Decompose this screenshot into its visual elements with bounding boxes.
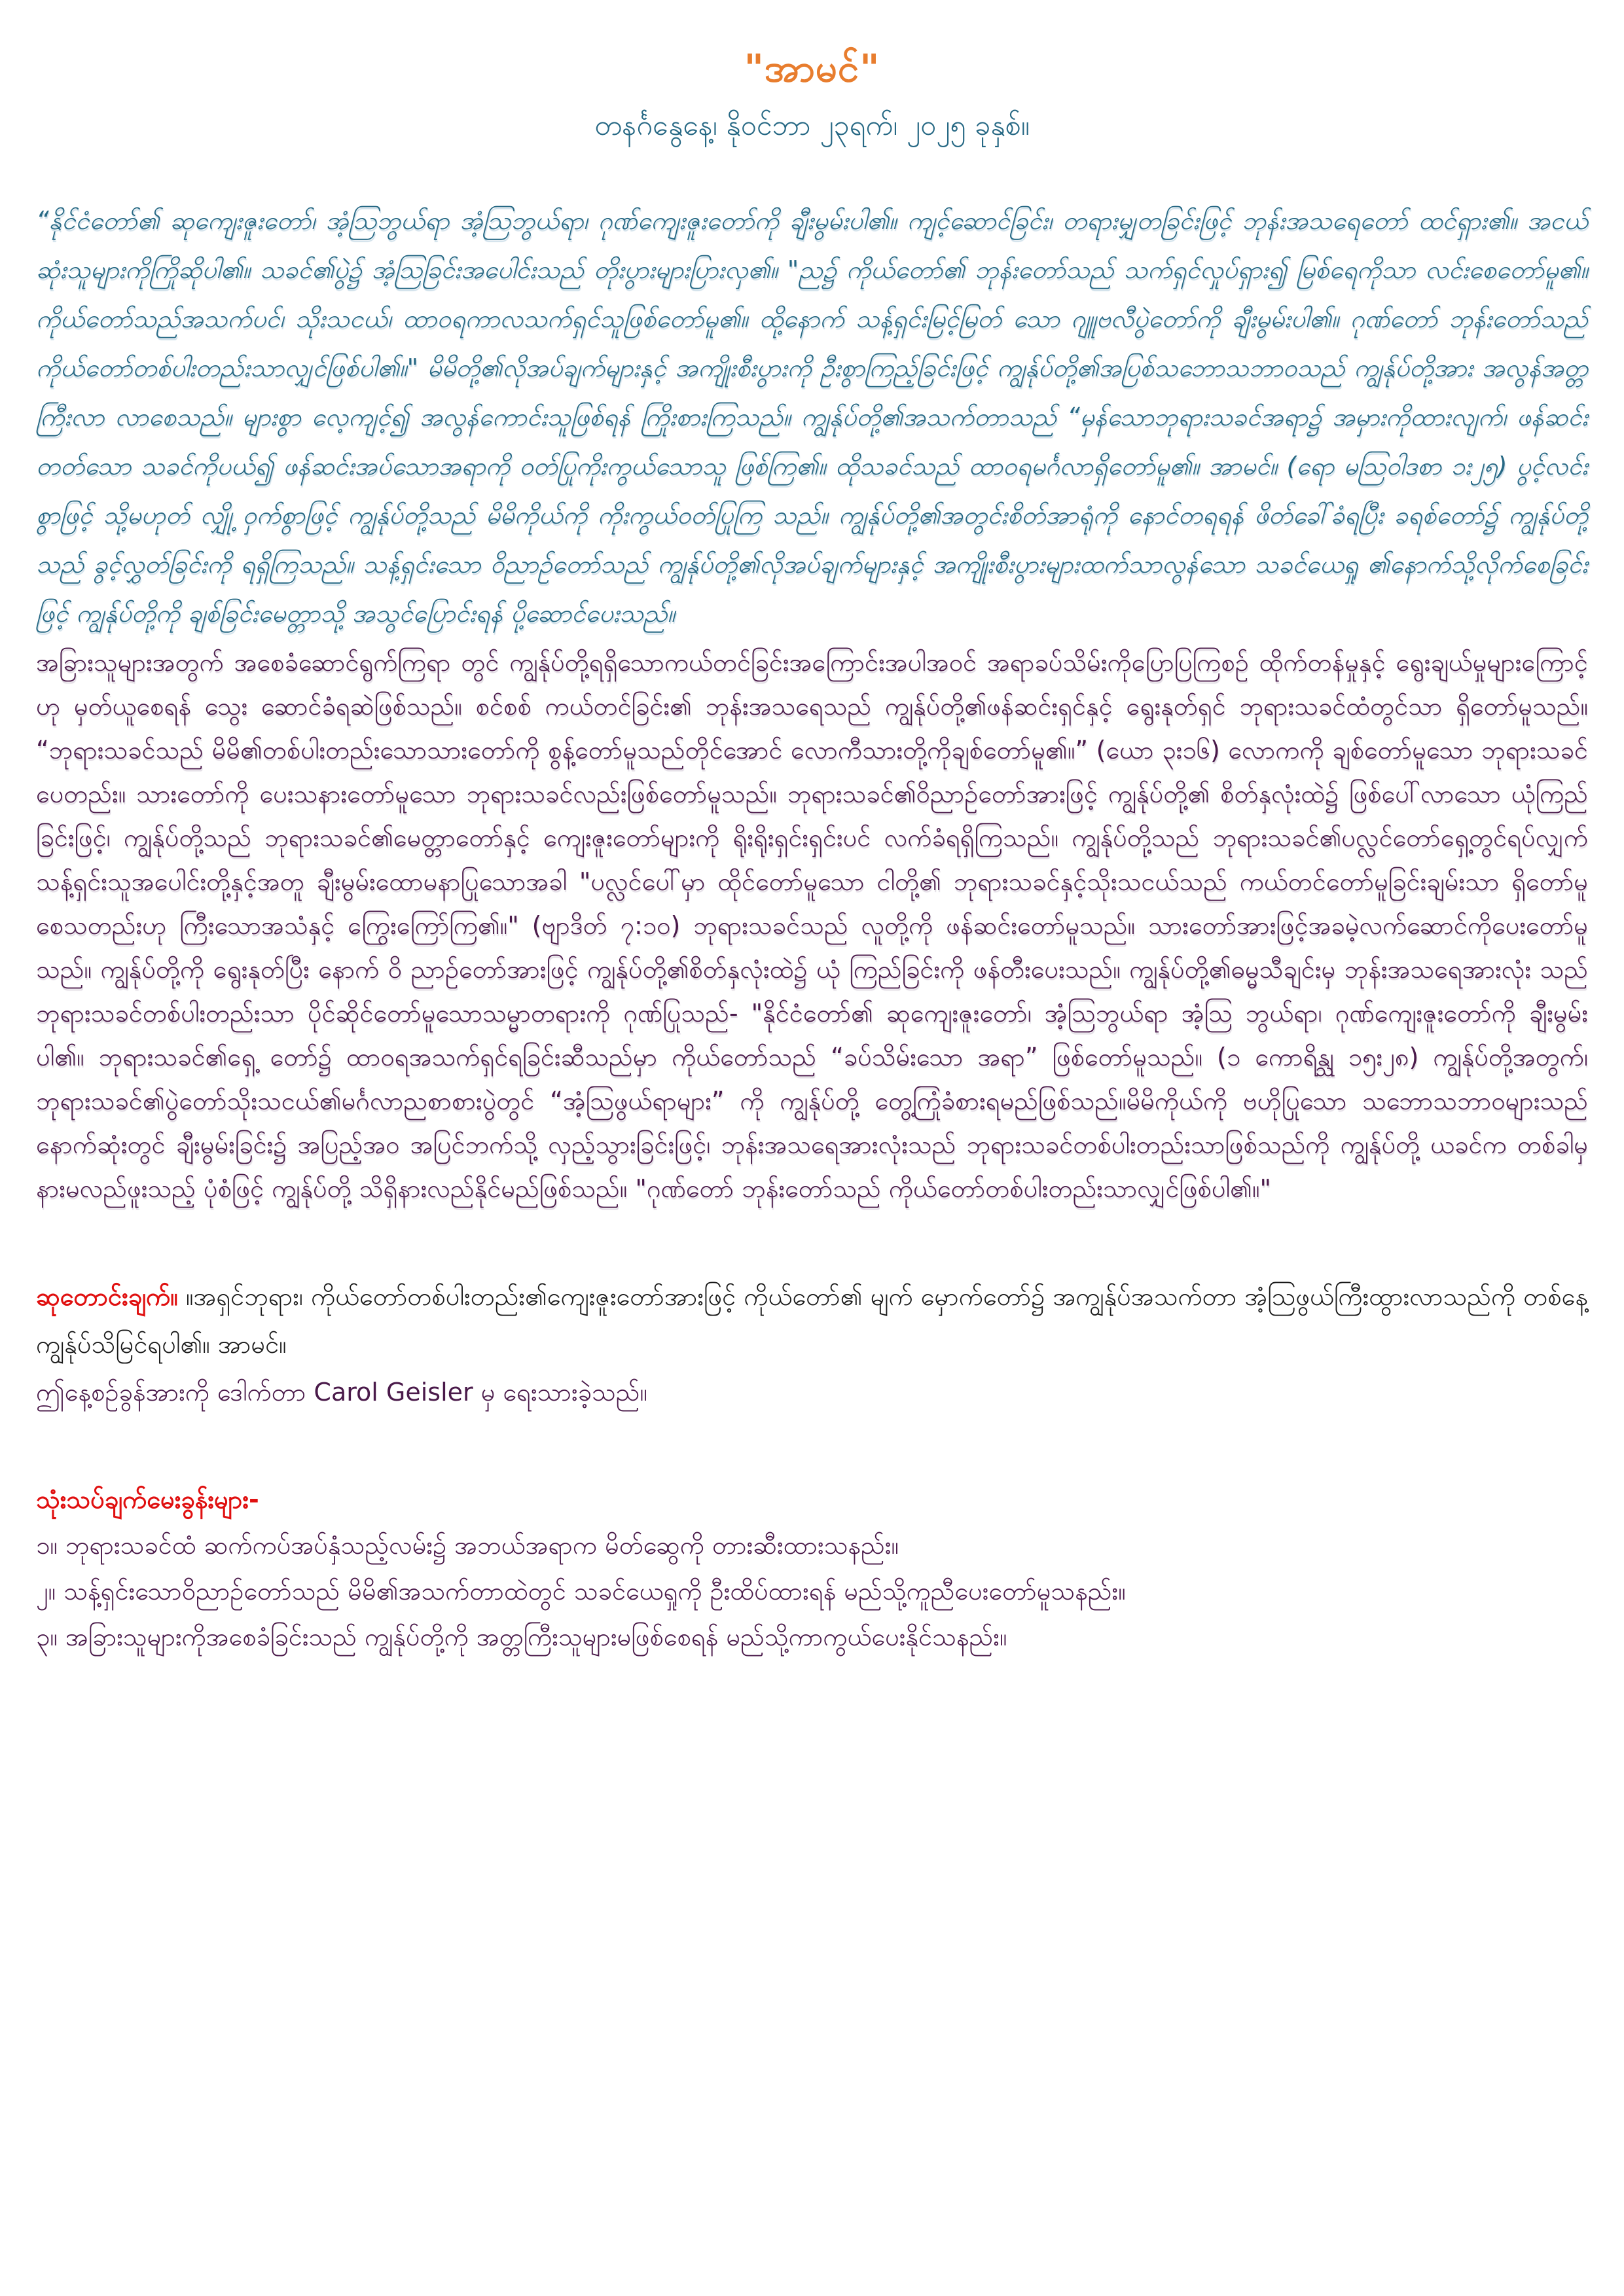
question-item-2: ၂။ သန့်ရှင်းသောဝိညာဉ်တော်သည် မိမိ၏အသက်တာထဲတွင် သခင်ယေရှုကို ဦးထိပ်ထားရန် မည်သို့ကူညီပေးတော်မူသနည်း။ [36,1577,1126,1605]
devotion-body-paragraph: အခြားသူများအတွက် အစေခံဆောင်ရွက်ကြရာ တွင် ကျွန်ုပ်တို့ရရှိသောကယ်တင်ခြင်းအကြောင်းအပါအဝင် အရာခပ်သိမ်းကိုပြောပြကြစဉ် ထိုက်တန်မှုနှင့် ရွေးချယ်မှုများကြောင့်ဟု မှတ်ယူစေရန် သွေး ဆောင်ခံရဆဲဖြစ်သည်။ စင်စစ် ကယ်တင်ခြင်း၏ ဘုန်းအသရေသည် ကျွန်ုပ်တို့၏ဖန်ဆင်းရှင်နှင့် ရွေးနုတ်ရှင် ဘုရားသခင်ထံတွင်သာ ရှိတော်မူသည်။ “ဘုရားသခင်သည် မိမိ၏တစ်ပါးတည်းသောသားတော်ကို စွန့်တော်မူသည်တိုင်အောင် လောကီသားတို့ကိုချစ်တော်မူ၏။” (ယော ၃း၁၆) လောကကို ချစ်တော်မူသော ဘုရားသခင်ပေတည်း။ သားတော်ကို ပေးသနားတော်မူသော ဘုရားသခင်လည်းဖြစ်တော်မူသည်။ ဘုရားသခင်၏ဝိညာဉ်တော်အားဖြင့် ကျွန်ုပ်တို့၏ စိတ်နှလုံးထဲ၌ ဖြစ်ပေါ်လာသော ယုံကြည်ခြင်းဖြင့်၊ ကျွန်ုပ်တို့သည် ဘုရားသခင်၏မေတ္တာတော်နှင့် ကျေးဇူးတော်များကို ရိုးရိုးရှင်းရှင်းပင် လက်ခံရရှိကြသည်။ ကျွန်ုပ်တို့သည် ဘုရားသခင်၏ပလ္လင်တော်ရှေ့တွင်ရပ်လျှက် သန့်ရှင်းသူအပေါင်းတို့နှင့်အတူ ချီးမွမ်းထောမနာပြုသောအခါ "ပလ္လင်ပေါ်မှာ ထိုင်တော်မူသော ငါတို့၏ ဘုရားသခင်နှင့်သိုးသငယ်သည် ကယ်တင်တော်မူခြင်းချမ်းသာ ရှိတော်မူစေသတည်းဟု ကြီးသောအသံနှင့် ကြွေးကြော်ကြ၏။" (ဗျာဒိတ် ၇:၁၀) ဘုရားသခင်သည် လူတို့ကို ဖန်ဆင်းတော်မူသည်။ သားတော်အားဖြင့်အခမဲ့လက်ဆောင်ကိုပေးတော်မူသည်။ ကျွန်ုပ်တို့ကို ရွေးနုတ်ပြီး နောက် ဝိ ညာဉ်တော်အားဖြင့် ကျွန်ုပ်တို့၏စိတ်နှလုံးထဲ၌ ယုံ ကြည်ခြင်းကို ဖန်တီးပေးသည်။ ကျွန်ုပ်တို့၏ဓမ္မသီချင်းမှ ဘုန်းအသရေအားလုံး သည် ဘုရားသခင်တစ်ပါးတည်းသာ ပိုင်ဆိုင်တော်မူသောသမ္မာတရားကို ဂုဏ်ပြုသည်- "နိုင်ငံတော်၏ ဆုကျေးဇူးတော်၊ အံ့ဩဘွယ်ရာ အံ့ဩ ဘွယ်ရာ၊ ဂုဏ်ကျေးဇူးတော်ကို ချီးမွမ်းပါ၏။ ဘုရားသခင်၏ရှေ့ တော်၌ ထာဝရအသက်ရှင်ရခြင်းဆီသည်မှာ ကိုယ်တော်သည် “ခပ်သိမ်းသော အရာ” ဖြစ်တော်မူသည်။ (၁ ကောရိန္သု ၁၅း၂၈) ကျွန်ုပ်တို့အတွက်၊ ဘုရားသခင်၏ပွဲတော်သိုးသငယ်၏မင်္ဂလာညစာစားပွဲတွင် “အံ့ဩဖွယ်ရာများ” ကို ကျွန်ုပ်တို့ တွေ့ကြုံခံစားရမည်ဖြစ်သည်။မိမိကိုယ်ကို ဗဟိုပြုသော သဘောသဘာဝများသည် နောက်ဆုံးတွင် ချီးမွမ်းခြင်း၌ အပြည့်အဝ အပြင်ဘက်သို့ လှည့်သွားခြင်းဖြင့်၊ ဘုန်းအသရေအားလုံးသည် ဘုရားသခင်တစ်ပါးတည်းသာဖြစ်သည်ကို ကျွန်ုပ်တို့ ယခင်က တစ်ခါမှ နားမလည်ဖူးသည့် ပုံစံဖြင့် ကျွန်ုပ်တို့ သိရှိနားလည်နိုင်မည်ဖြစ်သည်။ "ဂုဏ်တော် ဘုန်းတော်သည် ကိုယ်တော်တစ်ပါးတည်းသာလျှင်ဖြစ်ပါ၏။" [36,648,1588,1203]
prayer-text: ။အရှင်ဘုရား၊ ကိုယ်တော်တစ်ပါးတည်း၏ကျေးဇူးတော်အားဖြင့် ကိုယ်တော်၏ မျက် မှောက်တော်၌ အကျွန်ုပ်အသက်တာ အံ့ဩဖွယ်ကြီးထွားလာသည်ကို တစ်နေ့ ကျွန်ုပ်သိမြင်ရပါ၏။ အာမင်။ [36,1282,1588,1359]
prayer-heading: ဆုတောင်းချက်။ [36,1282,178,1311]
question-item-1: ၁။ ဘုရားသခင်ထံ ဆက်ကပ်အပ်နှံသည့်လမ်း၌ အဘယ်အရာက မိတ်ဆွေကို တားဆီးထားသနည်း။ [36,1531,899,1560]
prayer-paragraph [36,1273,1588,1369]
date-line: တနင်္ဂနွေနေ့၊ နိုဝင်ဘာ ၂၃ရက်၊ ၂၀၂၅ ခုနှစ်။ [594,109,1030,142]
page-title: "အာမင်" [744,46,880,90]
author-attribution: ဤနေ့စဉ်ခွန်အားကို ဒေါက်တာ Carol Geisler မှ ရေးသားခဲ့သည်။ [36,1378,647,1407]
devotion-quote-paragraph: “နိုင်ငံတော်၏ ဆုကျေးဇူးတော်၊ အံ့ဩဘွယ်ရာ အံ့ဩဘွယ်ရာ၊ ဂုဏ်ကျေးဇူးတော်ကို ချီးမွမ်းပါ၏။ ကျင့်ဆောင်ခြင်း၊ တရားမျှတခြင်းဖြင့် ဘုန်းအသရေတော် ထင်ရှား၏။ အငယ်ဆုံးသူများကိုကြိုဆိုပါ၏။ သခင်၏ပွဲ၌ အံ့ဩခြင်းအပေါင်းသည် တိုးပွားများပြားလှ၏။ "ည၌ ကိုယ်တော်၏ ဘုန်းတော်သည် သက်ရှင်လှုပ်ရှား၍ မြစ်ရေကိုသာ လင်းစေတော်မူ၏။ ကိုယ်တော်သည်အသက်ပင်၊ သိုးသငယ်၊ ထာဝရကာလသက်ရှင်သူဖြစ်တော်မူ၏။ ထို့နောက် သန့်ရှင်းမြင့်မြတ် သော ဂျူဗလီပွဲတော်ကို ချီးမွမ်းပါ၏။ ဂုဏ်တော် ဘုန်းတော်သည် ကိုယ်တော်တစ်ပါးတည်းသာလျှင်ဖြစ်ပါ၏။" မိမိတို့၏လိုအပ်ချက်များနှင့် အကျိုးစီးပွားကို ဦးစွာကြည့်ခြင်းဖြင့် ကျွန်ုပ်တို့၏အပြစ်သဘောသဘာဝသည် ကျွန်ုပ်တို့အား အလွန်အတ္တကြီးလာ လာစေသည်။ များစွာ လေ့ကျင့်၍ အလွန်ကောင်းသူဖြစ်ရန် ကြိုးစားကြသည်။ ကျွန်ုပ်တို့၏အသက်တာသည် “မှန်သောဘုရားသခင်အရာ၌ အမှားကိုထားလျက်၊ ဖန်ဆင်းတတ်သော သခင်ကိုပယ်၍ ဖန်ဆင်းအပ်သောအရာကို ဝတ်ပြုကိုးကွယ်သောသူ ဖြစ်ကြ၏။ ထိုသခင်သည် ထာဝရမင်္ဂလာရှိတော်မူ၏။ အာမင်။ (ရော မဩဝါဒစာ ၁း၂၅) ပွင့်လင်းစွာဖြင့် သို့မဟုတ် လျှို့ ဝှက်စွာဖြင့် ကျွန်ုပ်တို့သည် မိမိကိုယ်ကို ကိုးကွယ်ဝတ်ပြုကြ သည်။ ကျွန်ုပ်တို့၏အတွင်းစိတ်အာရုံကို နောင်တရရန် ဖိတ်ခေါ်ခံရပြီး ခရစ်တော်၌ ကျွန်ုပ်တို့ သည် ခွင့်လွှတ်ခြင်းကို ရရှိကြသည်။ သန့်ရှင်းသော ဝိညာဉ်တော်သည် ကျွန်ုပ်တို့၏လိုအပ်ချက်များနှင့် အကျိုးစီးပွားများထက်သာလွန်သော သခင်ယေရှု ၏နောက်သို့လိုက်စေခြင်းဖြင့် ကျွန်ုပ်တို့ကို ချစ်ခြင်းမေတ္တာသို့ အသွင်ပြောင်းရန် ပို့ဆောင်ပေးသည်။ [36,206,1588,628]
question-item-3: ၃။ အခြားသူများကိုအစေခံခြင်းသည် ကျွန်ုပ်တို့ကို အတ္တကြီးသူများမဖြစ်စေရန် မည်သို့ကာကွယ်ပေးနိုင်သနည်း။ [36,1623,1007,1651]
questions-heading: သုံးသပ်ချက်မေးခွန်းများ- [36,1485,259,1514]
